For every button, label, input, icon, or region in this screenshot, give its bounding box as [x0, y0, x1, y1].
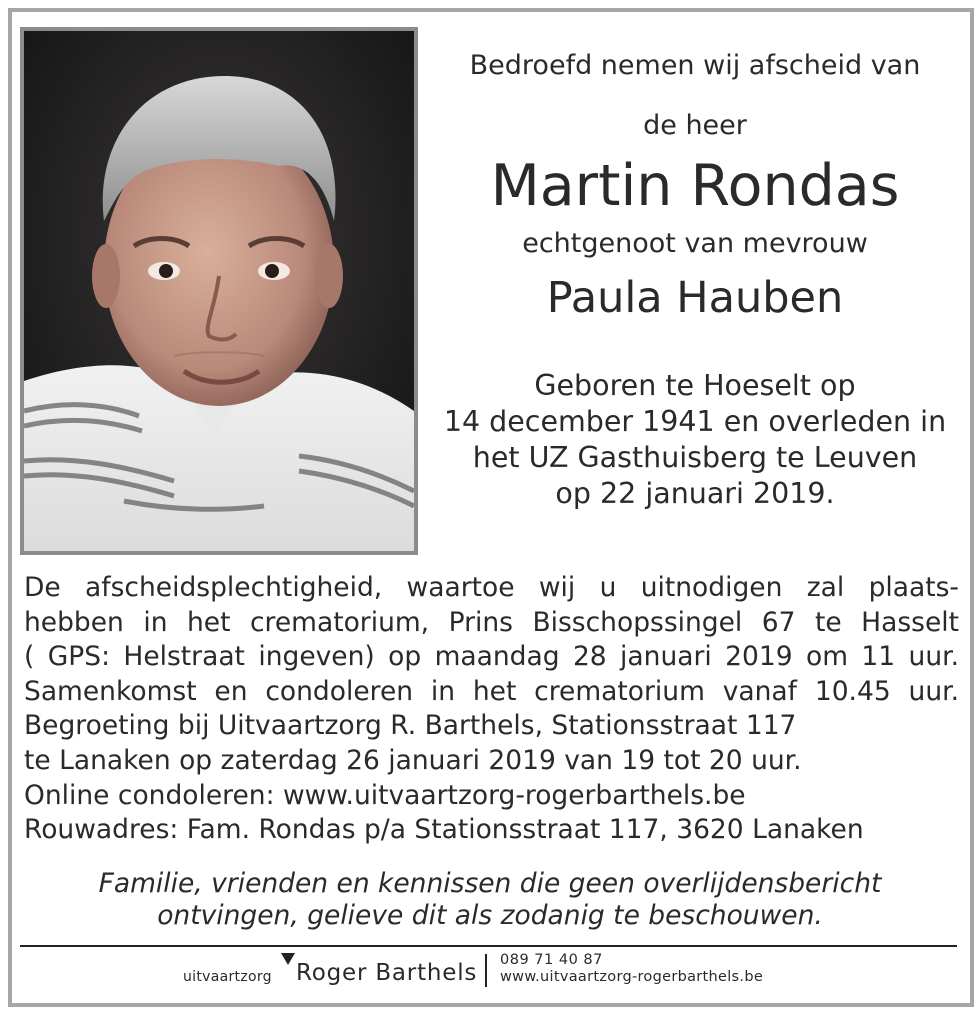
deceased-name: Martin Rondas [490, 153, 900, 219]
body-line: hebben in het crematorium, Prins Bisschopssingel 67 te Hasselt [24, 606, 959, 638]
body-line: ( GPS: Helstraat ingeven) op maandag 28 januari 2019 om 11 uur. [24, 641, 959, 673]
footer-phone: 089 71 40 87 [500, 952, 603, 968]
details-line: Geboren te Hoeselt op [534, 369, 856, 402]
footer-divider [20, 945, 957, 947]
details-line: 14 december 1941 en overleden in [443, 405, 947, 438]
triangle-down-icon [281, 953, 295, 965]
body-line: te Lanaken op zaterdag 26 januari 2019 van 19 tot 20 uur. [24, 744, 802, 776]
footer-separator [485, 954, 487, 987]
note-line: Familie, vrienden en kennissen die geen overlijdensbericht [98, 868, 882, 899]
details-line: op 22 januari 2019. [555, 477, 835, 510]
relation-text: echtgenoot van mevrouw [522, 228, 868, 259]
spouse-name: Paula Hauben [546, 273, 844, 323]
footer-website[interactable]: www.uitvaartzorg-rogerbarthels.be [500, 969, 764, 985]
body-line: Samenkomst en condoleren in het crematorium vanaf 10.45 uur. [24, 675, 959, 707]
closing-note [20, 868, 960, 932]
intro-text: Bedroefd nemen wij afscheid van [469, 50, 921, 81]
ceremony-details [24, 571, 959, 848]
body-line: Begroeting bij Uitvaartzorg R. Barthels, Stationsstraat 117 [24, 710, 797, 742]
birth-death-details [430, 368, 960, 512]
mourning-address-line: Rouwadres: Fam. Rondas p/a Stationsstraat 117, 3620 Lanaken [24, 814, 864, 846]
funeral-home-name: Roger Barthels [296, 960, 478, 986]
details-line: het UZ Gasthuisberg te Leuven [472, 441, 918, 474]
honorific: de heer [643, 110, 747, 141]
portrait-illustration-icon [24, 31, 414, 551]
portrait-photo [20, 27, 418, 555]
body-line: De afscheidsplechtigheid, waartoe wij u uitnodigen zal plaats- [24, 572, 959, 603]
funeral-home-footer [0, 950, 980, 995]
footer-prefix: uitvaartzorg [183, 969, 272, 985]
note-line: ontvingen, gelieve dit als zodanig te beschouwen. [157, 900, 823, 931]
online-condolence-line: Online condoleren: www.uitvaartzorg-rogerbarthels.be [24, 779, 746, 811]
